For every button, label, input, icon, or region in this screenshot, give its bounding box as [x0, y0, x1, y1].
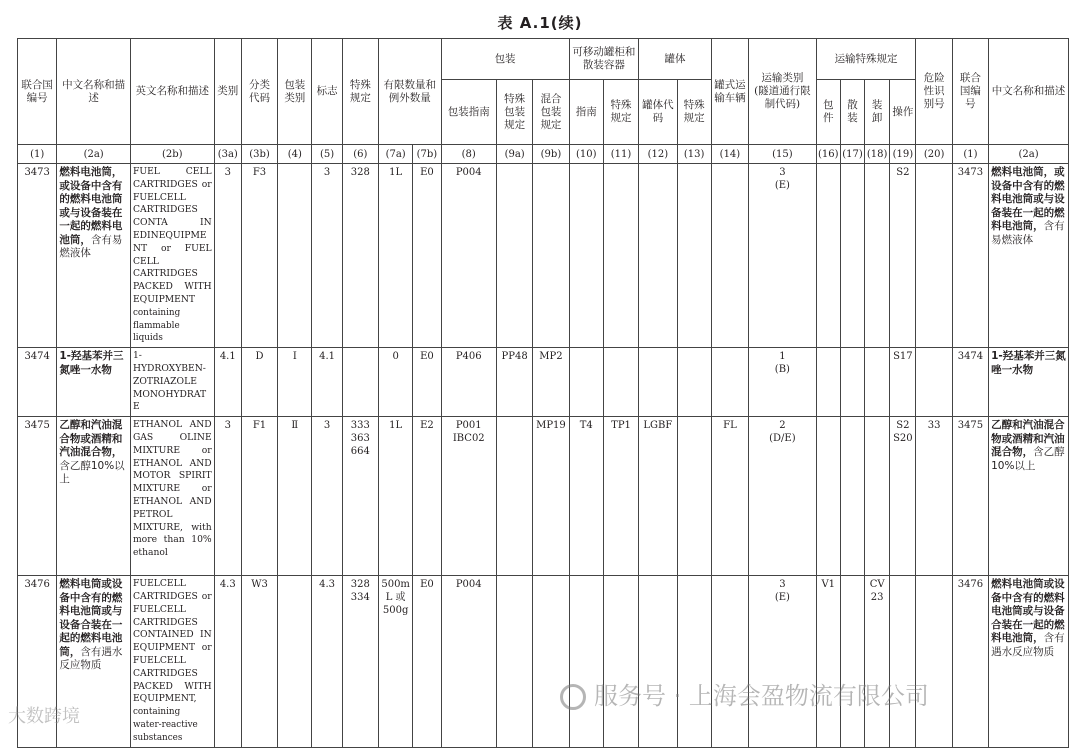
- header-pack-instruction: 包装指南: [441, 80, 496, 145]
- portable-tank-instruction: [569, 348, 603, 417]
- hazard-id: 33: [916, 417, 952, 576]
- limited-quantity: 0: [379, 348, 413, 417]
- packing-instruction: P004: [441, 576, 496, 747]
- special-transport-operation: [890, 576, 916, 747]
- hazard-id: [916, 348, 952, 417]
- header-name-en: 英文名称和描述: [130, 39, 214, 145]
- watermark-service-text: 服务号 · 上海会盈物流有限公司: [594, 682, 929, 710]
- transport-category: [749, 417, 817, 576]
- mixed-packing: [533, 164, 569, 348]
- limited-quantity: 1L: [379, 164, 413, 348]
- packing-group: Ⅰ: [278, 348, 312, 417]
- name-zh-bold: 乙醇和汽油混合物或酒精和汽油混合物，: [59, 419, 123, 459]
- header-un-no: 联合国编号: [18, 39, 57, 145]
- name-zh-repeat: [989, 348, 1069, 417]
- header-tank-special: 特殊规定: [677, 80, 711, 145]
- special-transport-loading: [865, 348, 890, 417]
- un-number: 3473: [18, 164, 57, 348]
- column-number: (3a): [214, 145, 241, 164]
- column-number: (14): [711, 145, 748, 164]
- header-packing-group: 包装类别: [278, 39, 312, 145]
- column-number: (10): [569, 145, 603, 164]
- special-transport-operation: S17: [890, 348, 916, 417]
- column-number: (12): [639, 145, 677, 164]
- name-zh-repeat-rest: 含乙醇10%以上: [991, 446, 1065, 472]
- tank-vehicle: [711, 348, 748, 417]
- special-provisions: [342, 348, 378, 417]
- transport-category-value: 1: [779, 351, 786, 363]
- tank-code: LGBF: [639, 417, 677, 576]
- dangerous-goods-table: [17, 38, 1069, 748]
- column-number: (8): [441, 145, 496, 164]
- tank-code: [639, 164, 677, 348]
- un-number-repeat: 3476: [952, 576, 988, 747]
- name-zh-repeat-bold: 燃料电池筒或设备中含有的燃料电池筒或与设备合装在一起的燃料电池筒，: [991, 578, 1065, 645]
- tank-special: [677, 164, 711, 348]
- un-number: 3474: [18, 348, 57, 417]
- tank-vehicle: [711, 576, 748, 747]
- packing-instruction: P001 IBC02: [441, 417, 496, 576]
- name-zh-repeat: [989, 164, 1069, 348]
- special-provisions: 328: [342, 164, 378, 348]
- table-title: 表 A.1(续): [497, 14, 583, 32]
- transport-category: [749, 164, 817, 348]
- name-zh-repeat-bold: 燃料电池筒，或设备中含有的燃料电池筒或与设备装在一起的燃料电池筒，: [991, 166, 1065, 232]
- header-st-package: 包件: [816, 80, 840, 145]
- column-number: (20): [916, 145, 952, 164]
- special-packing: PP48: [496, 348, 532, 417]
- class: 3: [214, 417, 241, 576]
- name-zh-repeat-rest: 含有易燃液体: [991, 220, 1065, 246]
- label: 4.3: [312, 576, 342, 747]
- excepted-quantity: E2: [413, 417, 441, 576]
- header-tank-vehicle: 罐式运输车辆: [711, 39, 748, 145]
- column-number: (19): [890, 145, 916, 164]
- special-transport-bulk: [840, 417, 864, 576]
- column-number: (2a): [57, 145, 131, 164]
- name-zh: [57, 348, 131, 417]
- header-tunnel-code: (隧道通行限制代码): [754, 85, 811, 110]
- tunnel-code: (B): [774, 364, 790, 376]
- tank-code: [639, 576, 677, 747]
- special-provisions: 328 334: [342, 576, 378, 747]
- watermark-service-account: [560, 676, 929, 711]
- header-pt-special: 特殊规定: [603, 80, 638, 145]
- header-special-packing: 特殊包装规定: [496, 80, 532, 145]
- name-zh-rest: 含乙醇10%以上: [59, 459, 125, 486]
- special-transport-operation: S2 S20: [890, 417, 916, 576]
- column-number: (16): [816, 145, 840, 164]
- header-tank: 罐体: [639, 39, 712, 80]
- mixed-packing: [533, 576, 569, 747]
- watermark-brand: 大数跨境: [8, 706, 80, 727]
- header-portable-tanks: 可移动罐柜和散装容器: [569, 39, 639, 80]
- header-special-transport: 运输特殊规定: [816, 39, 916, 80]
- portable-tank-special: [603, 576, 638, 747]
- column-number: (11): [603, 145, 638, 164]
- column-number: (1): [952, 145, 988, 164]
- portable-tank-special: [603, 348, 638, 417]
- tank-vehicle: FL: [711, 417, 748, 576]
- name-zh-repeat-bold: 乙醇和汽油混合物或酒精和汽油混合物，: [991, 419, 1065, 459]
- mixed-packing: MP2: [533, 348, 569, 417]
- header-pt-instruction: 指南: [569, 80, 603, 145]
- header-name-zh: 中文名称和描述: [57, 39, 131, 145]
- column-number: (7a): [379, 145, 413, 164]
- name-zh: [57, 164, 131, 348]
- column-number: (2a): [989, 145, 1069, 164]
- header-st-loading: 装卸: [865, 80, 890, 145]
- tank-special: [677, 576, 711, 747]
- header-hazard-id: 危险性识别号: [916, 39, 952, 145]
- excepted-quantity: E0: [413, 576, 441, 747]
- special-transport-package: [816, 164, 840, 348]
- label: 4.1: [312, 348, 342, 417]
- special-transport-loading: [865, 417, 890, 576]
- name-zh-rest: 含有遇水反应物质: [59, 645, 123, 672]
- name-zh-bold: 燃料电池筒，或设备中含有的燃料电池筒或与设备装在一起的燃料电池筒，: [59, 166, 123, 246]
- packing-group: Ⅱ: [278, 417, 312, 576]
- un-number: 3476: [18, 576, 57, 747]
- special-packing: [496, 164, 532, 348]
- un-number: 3475: [18, 417, 57, 576]
- name-en-qualifier: containing flammable liquids: [132, 307, 181, 344]
- label: 3: [312, 164, 342, 348]
- special-transport-bulk: [840, 348, 864, 417]
- hazard-id: [916, 576, 952, 747]
- special-transport-operation: S2: [890, 164, 916, 348]
- transport-category: [749, 348, 817, 417]
- column-number-row: [18, 145, 1069, 164]
- column-number: (13): [677, 145, 711, 164]
- special-transport-package: [816, 417, 840, 576]
- header-tank-code: 罐体代码: [639, 80, 677, 145]
- portable-tank-special: TP1: [603, 417, 638, 576]
- header-name-zh-repeat: 中文名称和描述: [989, 39, 1069, 145]
- name-en-main: FUEL CELL CARTRIDGES or FUELCELL CARTRIDGES CONTA IN EDINEQUIPMENT or FUEL CELL CARTRIDGES PACKED WITH EQUIPMENT: [132, 166, 212, 305]
- special-transport-bulk: [840, 164, 864, 348]
- tunnel-code: (D/E): [769, 433, 796, 445]
- header-un-no-repeat: 联合国编号: [952, 39, 988, 145]
- tank-special: [677, 348, 711, 417]
- name-zh-repeat-bold: 1-羟基苯并三氮唑一水物: [991, 350, 1066, 376]
- un-number-repeat: 3475: [952, 417, 988, 576]
- column-number: (6): [342, 145, 378, 164]
- limited-quantity: 500mL 或 500g: [379, 576, 413, 747]
- name-en-main: ETHANOL AND GAS OLINE MIXTURE or ETHANOL AND MOTOR SPIRIT MIXTURE or ETHANOL AND PETROL MIXTURE, with more than 10% ethanol: [132, 419, 212, 559]
- special-packing: [496, 417, 532, 576]
- packing-instruction: P406: [441, 348, 496, 417]
- name-zh-repeat-rest: 含有遇水反应物质: [991, 632, 1065, 658]
- special-transport-bulk: [840, 576, 864, 747]
- special-transport-package: V1: [816, 576, 840, 747]
- column-number: (18): [865, 145, 890, 164]
- column-number: (9b): [533, 145, 569, 164]
- special-transport-package: [816, 348, 840, 417]
- header-transport-category-main: 运输类别: [761, 72, 804, 84]
- name-zh-repeat: [989, 576, 1069, 747]
- column-number: (17): [840, 145, 864, 164]
- label: 3: [312, 417, 342, 576]
- header-class: 类别: [214, 39, 241, 145]
- class-code: F1: [241, 417, 277, 576]
- special-provisions: 333 363 664: [342, 417, 378, 576]
- class-code: D: [241, 348, 277, 417]
- transport-category-value: 3: [779, 167, 786, 178]
- name-en: [130, 417, 214, 576]
- special-packing: [496, 576, 532, 747]
- class-code: F3: [241, 164, 277, 348]
- column-number: (15): [749, 145, 817, 164]
- transport-category-value: 3: [779, 579, 786, 591]
- name-en: [130, 348, 214, 417]
- excepted-quantity: E0: [413, 164, 441, 348]
- tank-code: [639, 348, 677, 417]
- transport-category-value: 2: [779, 420, 786, 432]
- header-st-operation: 操作: [890, 80, 916, 145]
- header-class-code: 分类代码: [241, 39, 277, 145]
- special-transport-loading: [865, 164, 890, 348]
- name-zh-bold: 燃料电筒或设备中含有的燃料电池筒或与设备合装在一起的燃料电池筒，: [59, 578, 123, 658]
- header-transport-category: [749, 39, 817, 145]
- name-en: [130, 164, 214, 348]
- name-zh-rest: 含有易燃液体: [59, 233, 123, 259]
- portable-tank-instruction: [569, 576, 603, 747]
- header-limited-quantity: 有限数量和例外数量: [379, 39, 442, 145]
- column-number: (9a): [496, 145, 532, 164]
- portable-tank-instruction: [569, 164, 603, 348]
- mixed-packing: MP19: [533, 417, 569, 576]
- tunnel-code: (E): [774, 592, 790, 604]
- portable-tank-special: [603, 164, 638, 348]
- transport-category: [749, 576, 817, 747]
- tank-special: [677, 417, 711, 576]
- table-row: [18, 576, 1069, 747]
- column-number: (4): [278, 145, 312, 164]
- name-en-main: FUELCELL CARTRIDGES or FUELCELL CARTRIDGES CONTAINED IN EQUIPMENT or FUELCELL CARTRIDGES PACKED WITH EQUIPMENT,: [132, 578, 212, 705]
- column-number: (5): [312, 145, 342, 164]
- header-st-bulk: 散装: [840, 80, 864, 145]
- column-number: (2b): [130, 145, 214, 164]
- packing-instruction: P004: [441, 164, 496, 348]
- un-number-repeat: 3474: [952, 348, 988, 417]
- header-label: 标志: [312, 39, 342, 145]
- header-packaging: 包装: [441, 39, 569, 80]
- column-number: (7b): [413, 145, 441, 164]
- table-row: [18, 164, 1069, 348]
- portable-tank-instruction: T4: [569, 417, 603, 576]
- header-mixed-packing: 混合包装规定: [533, 80, 569, 145]
- name-en-qualifier: containing water-reactive substances: [132, 707, 198, 743]
- wechat-icon: [560, 684, 586, 710]
- hazard-id: [916, 164, 952, 348]
- header-special-provisions: 特殊规定: [342, 39, 378, 145]
- packing-group: [278, 576, 312, 747]
- table-row: [18, 348, 1069, 417]
- class-code: W3: [241, 576, 277, 747]
- name-zh: [57, 417, 131, 576]
- limited-quantity: 1L: [379, 417, 413, 576]
- class: 3: [214, 164, 241, 348]
- tank-vehicle: [711, 164, 748, 348]
- column-number: (3b): [241, 145, 277, 164]
- name-en: [130, 576, 214, 747]
- column-number: (1): [18, 145, 57, 164]
- class: 4.1: [214, 348, 241, 417]
- class: 4.3: [214, 576, 241, 747]
- tunnel-code: (E): [774, 180, 790, 191]
- packing-group: [278, 164, 312, 348]
- excepted-quantity: E0: [413, 348, 441, 417]
- name-zh-bold: 1-羟基苯并三氮唑一水物: [59, 350, 124, 376]
- un-number-repeat: 3473: [952, 164, 988, 348]
- special-transport-loading: CV23: [865, 576, 890, 747]
- name-zh-repeat: [989, 417, 1069, 576]
- name-en-main: 1-HYDROXYBEN-ZOTRIAZOLE MONOHYDRATE: [132, 350, 207, 413]
- table-row: [18, 417, 1069, 576]
